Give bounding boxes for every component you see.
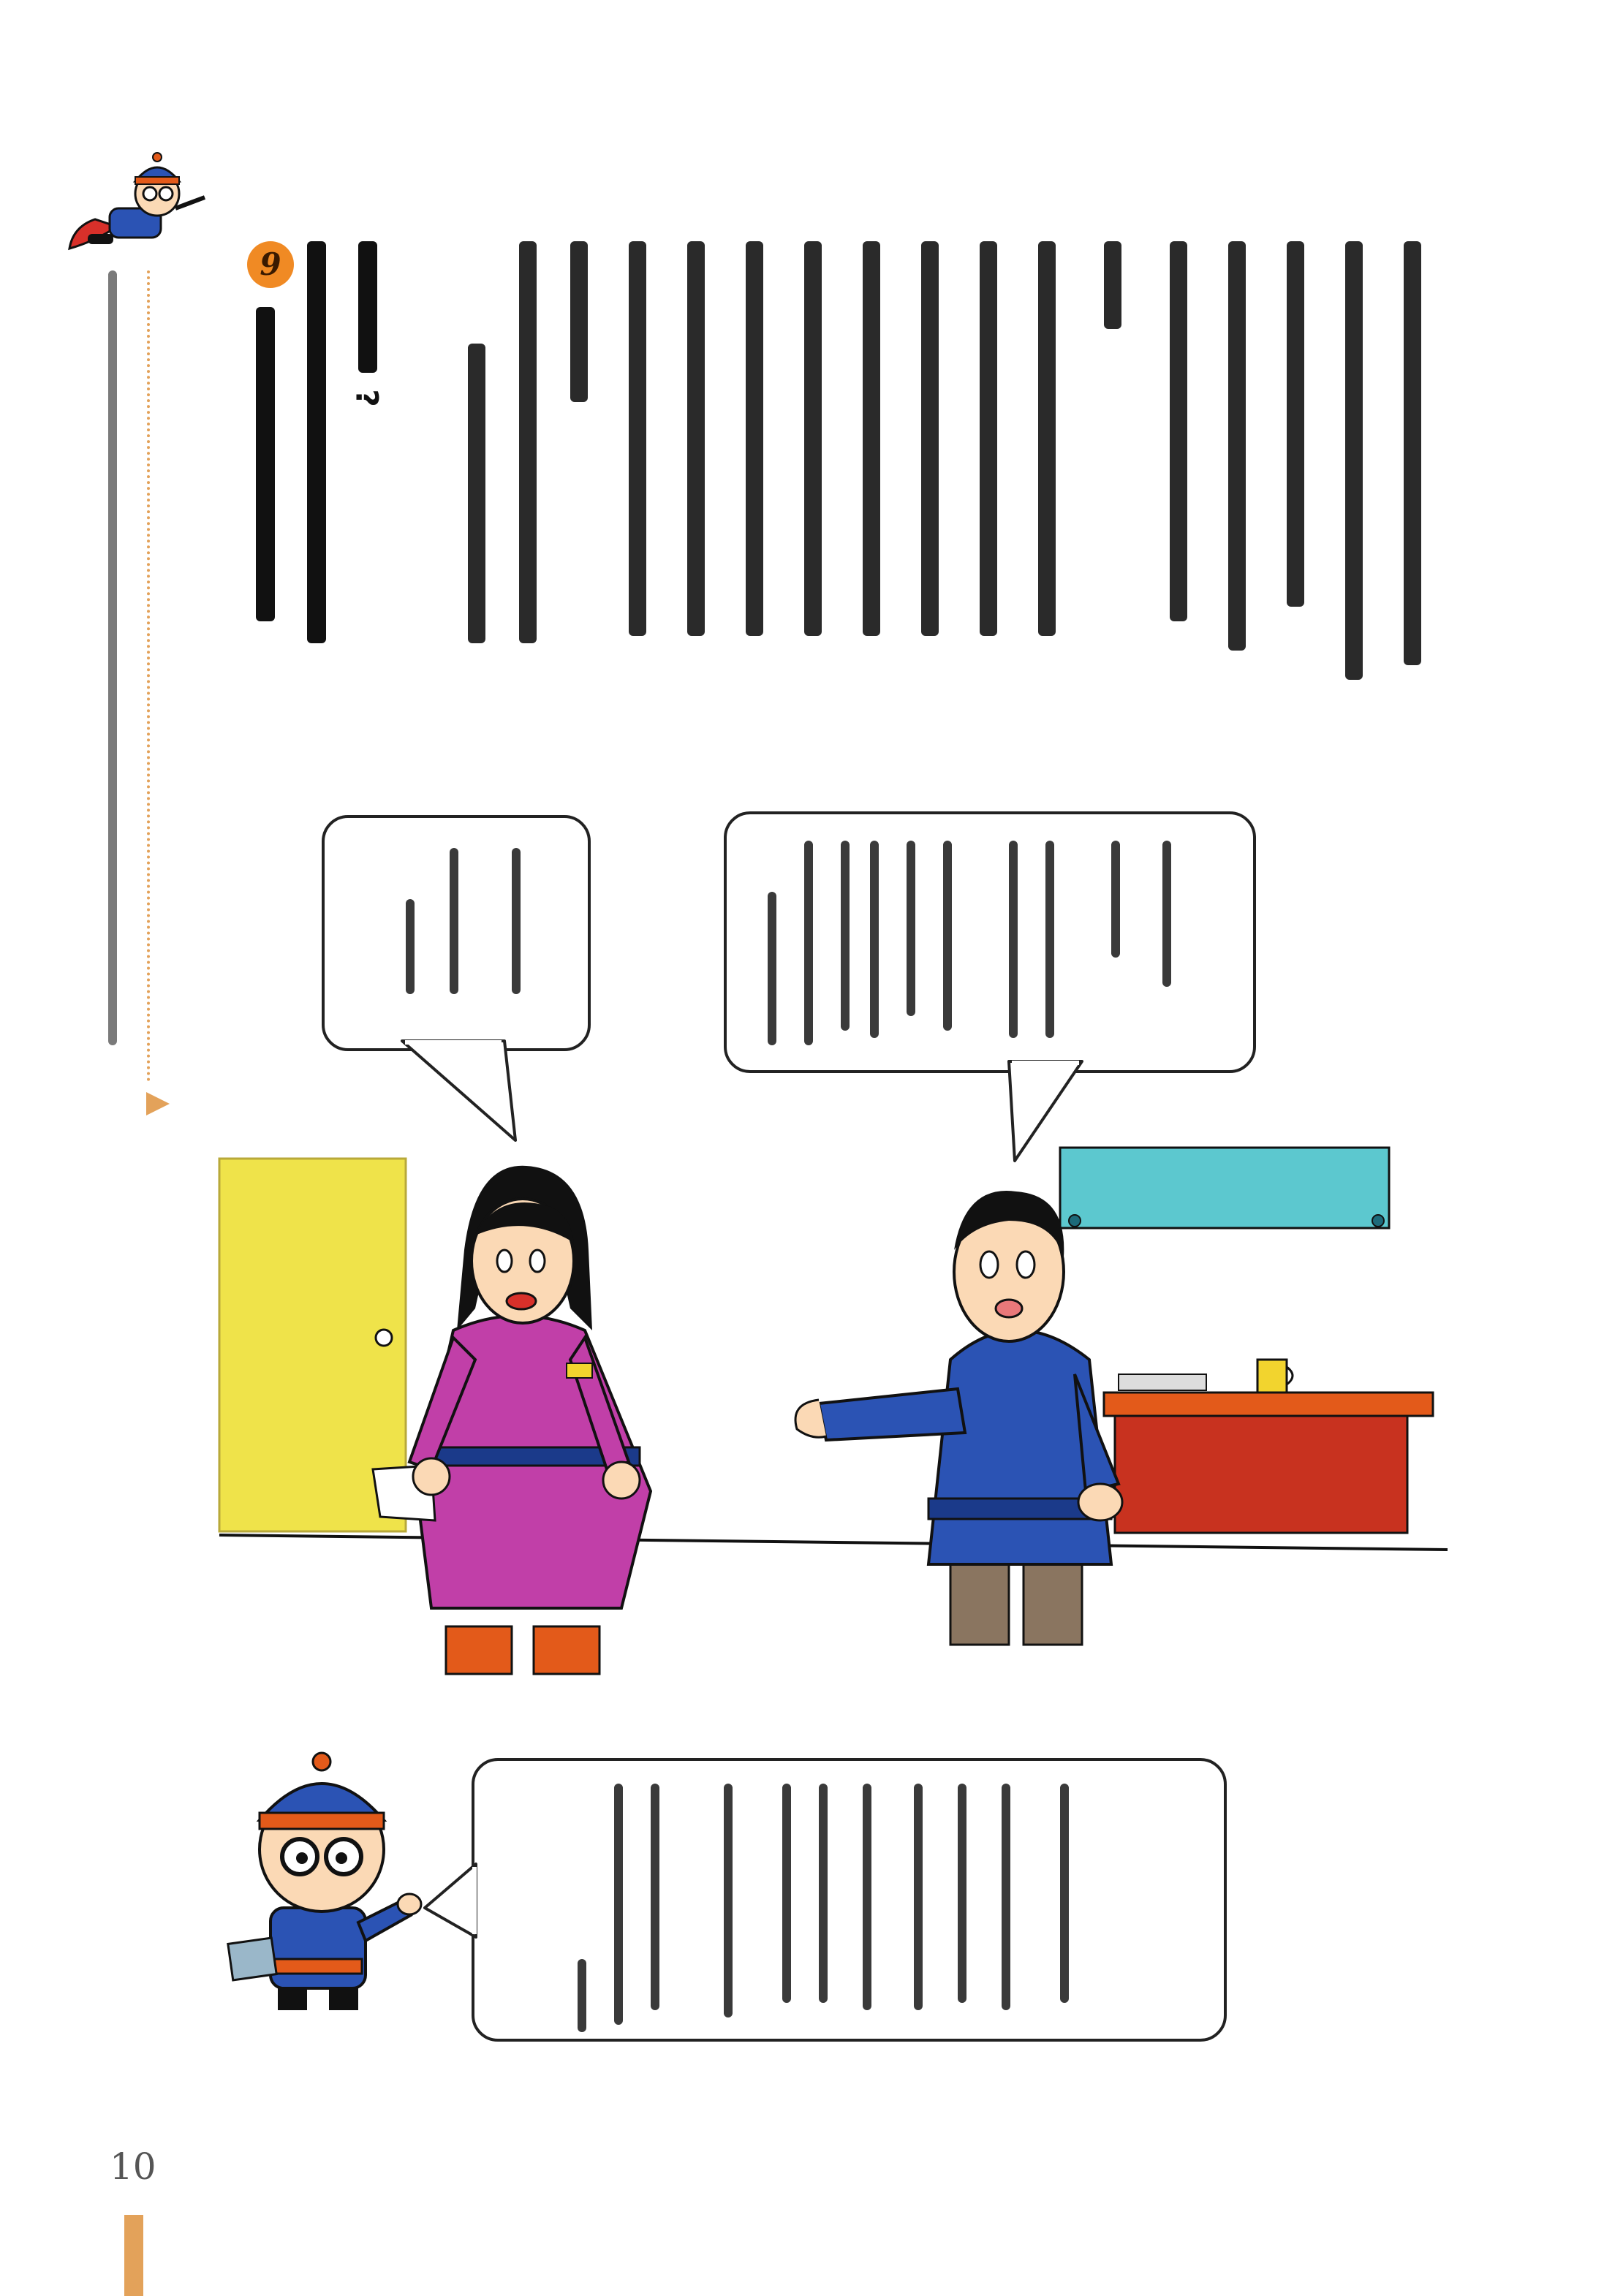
body-col-4 [1228, 241, 1246, 651]
man-speech-col-6 [907, 841, 915, 1016]
man-speech-col-4 [1009, 841, 1018, 1038]
office-scene-illustration [212, 1140, 1455, 1754]
boy-speech-col-4 [914, 1784, 923, 2010]
question-number-badge: 9 [247, 241, 294, 288]
body-col-10 [863, 241, 880, 636]
flying-boy-icon [66, 139, 219, 270]
boy-speech-col-2 [1002, 1784, 1010, 2010]
man-speech-col-1 [1162, 841, 1171, 987]
boy-speech-col-6 [819, 1784, 828, 2003]
body-col-8 [980, 241, 997, 636]
speech-bubble-boy-tail [420, 1857, 479, 1952]
boy-speech-col-11 [578, 1959, 586, 2032]
boy-speech-col-7 [782, 1784, 791, 2003]
man-speech-col-3 [1045, 841, 1054, 1038]
man-speech-col-8 [841, 841, 850, 1031]
body-col-15 [570, 241, 588, 402]
body-col-3 [1287, 241, 1304, 607]
body-col-6 [1104, 241, 1121, 329]
man-speech-col-7 [870, 841, 879, 1038]
boy-speech-col-9 [651, 1784, 659, 2010]
body-col-2 [1345, 241, 1363, 680]
dotted-rule [147, 270, 150, 1082]
body-col-5 [1170, 241, 1187, 621]
question-mark: ? [349, 389, 385, 407]
boy-speech-col-8 [724, 1784, 733, 2017]
woman-speech-col-3 [406, 899, 415, 994]
body-col-13 [687, 241, 705, 636]
page-tab [124, 2215, 143, 2296]
boy-speech-col-5 [863, 1784, 871, 2010]
woman-speech-col-1 [512, 848, 521, 994]
body-col-17 [468, 344, 485, 643]
boy-speech-col-1 [1060, 1784, 1069, 2003]
man-speech-col-10 [768, 892, 776, 1045]
question-line-2 [307, 241, 326, 643]
question-line-3 [358, 241, 377, 373]
triangle-marker-icon [143, 1089, 173, 1118]
boy-speech-col-10 [614, 1784, 623, 2025]
body-col-14 [629, 241, 646, 636]
speech-bubble-woman-tail [395, 1038, 526, 1148]
woman-speech-col-2 [450, 848, 458, 994]
man-speech-col-2 [1111, 841, 1120, 958]
man-speech-col-5 [943, 841, 952, 1031]
body-col-7 [1038, 241, 1056, 636]
question-line-1 [256, 307, 275, 621]
body-col-1 [1404, 241, 1421, 665]
body-col-12 [746, 241, 763, 636]
body-col-11 [804, 241, 822, 636]
pointing-boy-icon [219, 1747, 424, 2025]
body-col-16 [519, 241, 537, 643]
man-speech-col-9 [804, 841, 813, 1045]
page-number: 10 [110, 2145, 156, 2188]
body-col-9 [921, 241, 939, 636]
boy-speech-col-3 [958, 1784, 966, 2003]
running-header [108, 270, 117, 1045]
